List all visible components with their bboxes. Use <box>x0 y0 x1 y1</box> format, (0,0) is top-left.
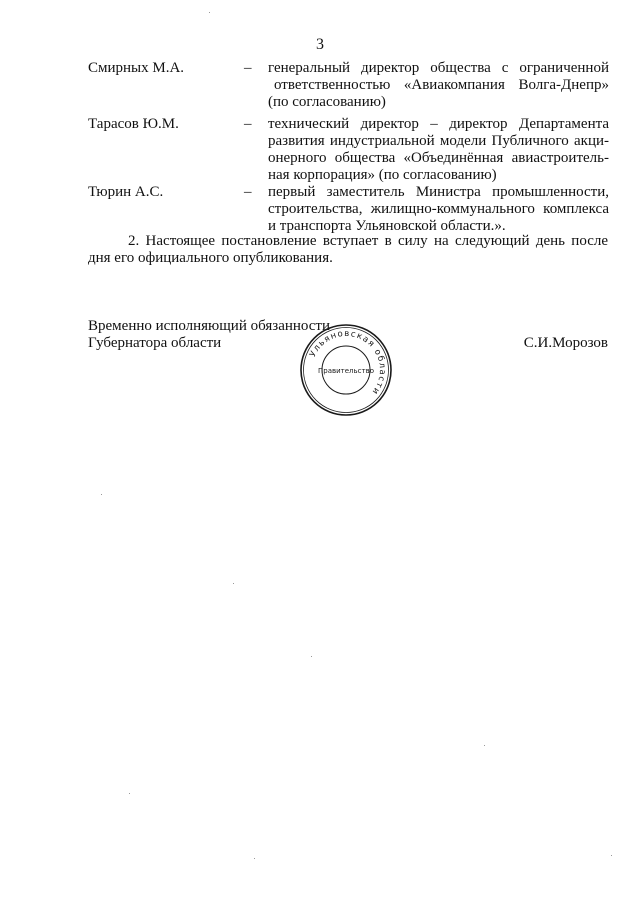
scan-speck <box>611 855 612 856</box>
signer-name: С.И.Морозов <box>523 335 608 351</box>
member-description-line: первый заместитель Министра промышленности, <box>268 184 609 200</box>
member-description <box>268 60 609 111</box>
official-seal <box>298 322 394 418</box>
clause-paragraph <box>88 233 608 267</box>
page-number: 3 <box>316 36 324 53</box>
member-entry <box>88 60 608 112</box>
scan-speck <box>254 858 255 859</box>
clause-line: 2. Настоящее постановление вступает в силу на следующий день после <box>128 233 608 249</box>
scan-speck <box>484 745 485 746</box>
member-description-line: (по согласованию) <box>268 94 386 110</box>
clause-line: дня его официального опубликования. <box>88 250 333 266</box>
signature-position-line: Губернатора области <box>88 335 222 351</box>
svg-text:Ульяновская области: Ульяновская области <box>307 328 388 397</box>
member-description-line: ответственностью «Авиакомпания Волга-Днепр» <box>274 77 609 93</box>
scan-speck <box>129 793 130 794</box>
signature-position <box>88 318 330 352</box>
scan-speck <box>311 656 312 657</box>
member-name: Смирных М.А. <box>88 60 185 76</box>
member-description <box>268 184 609 235</box>
member-dash: – <box>244 184 252 200</box>
member-description-line: генеральный директор общества с ограниченной <box>268 60 609 76</box>
member-description <box>268 116 609 184</box>
member-dash: – <box>244 116 252 132</box>
member-entry <box>88 116 608 186</box>
scan-speck <box>233 583 234 584</box>
member-name: Тарасов Ю.М. <box>88 116 179 132</box>
scan-speck <box>209 12 210 13</box>
member-description-line: технический директор – директор Департамента <box>268 116 609 132</box>
seal-graphic <box>298 322 394 418</box>
scan-speck <box>101 494 102 495</box>
member-name: Тюрин А.С. <box>88 184 164 200</box>
member-entry <box>88 184 608 236</box>
member-description-line: и транспорта Ульяновской области.». <box>268 218 506 234</box>
member-description-line: онерного общества «Объединённая авиастроитель- <box>268 150 609 166</box>
signature-position-line: Временно исполняющий обязанности <box>88 318 331 334</box>
member-description-line: строительства, жилищно-коммунального комплекса <box>268 201 609 217</box>
svg-text:Правительство: Правительство <box>318 367 374 375</box>
member-description-line: развития индустриальной модели Публичного акци- <box>268 133 609 149</box>
member-description-line: ная корпорация» (по согласованию) <box>268 167 497 183</box>
member-dash: – <box>244 60 252 76</box>
